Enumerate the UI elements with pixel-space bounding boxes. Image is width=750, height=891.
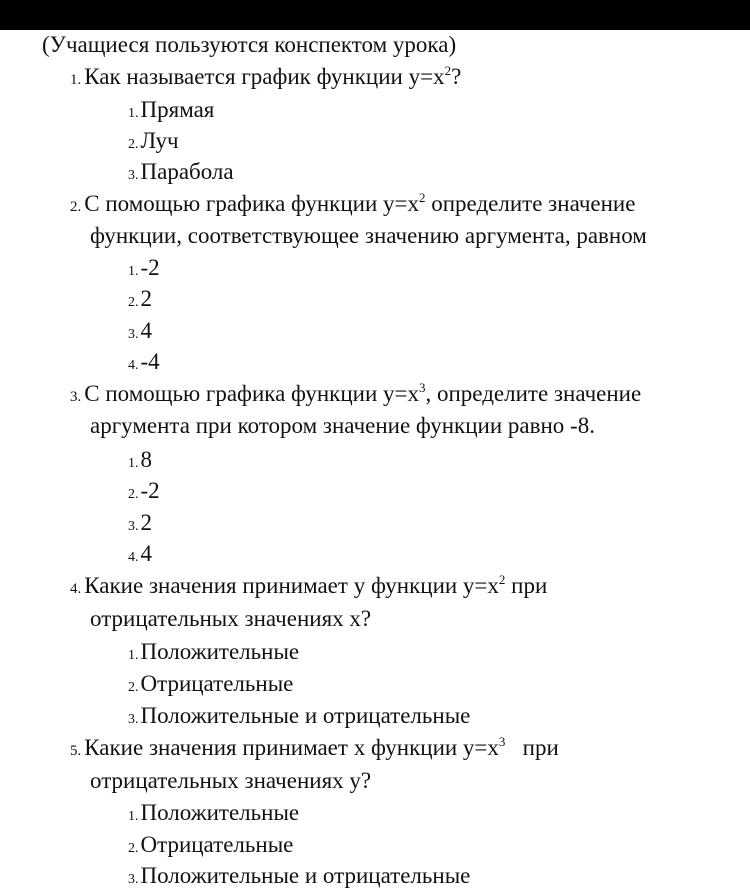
option-number: 2. [128,680,139,695]
option [128,639,299,669]
option-number: 4. [128,358,139,373]
option-number: 1. [128,106,139,121]
intro-note: (Учащиеся пользуются конспектом урока) [42,32,457,57]
option [128,671,293,701]
option [128,159,234,189]
question-text: С помощью графика функции y=x [84,191,419,216]
option-number: 3. [128,519,139,534]
option-text: Отрицательные [140,671,294,696]
option-text: -2 [140,478,160,503]
option-number: 3. [128,327,139,342]
option-text: -2 [140,255,160,280]
question-text-end: ? [451,64,462,89]
option-number: 4. [128,550,139,565]
question-number: 2. [70,199,82,215]
option-number: 1. [128,648,139,663]
option-number: 1. [128,264,139,279]
question-number: 1. [70,72,82,88]
option-text: Парабола [140,159,234,184]
option [128,703,470,733]
option [128,318,152,348]
question-text: С помощью графика функции y=x [84,381,419,406]
question-text: Какие значения принимает x функции y=x [84,735,499,760]
question-text-end: , определите значение [425,381,642,406]
option [128,128,179,158]
question-text-end: определите значение [425,191,636,216]
option-number: 1. [128,809,139,824]
option-number: 3. [128,872,139,887]
exponent: 2 [419,190,426,205]
option [128,541,152,571]
option-number: 2. [128,295,139,310]
question-3-continuation: аргумента при котором значение функции равно -8. [90,413,595,438]
option-text: Положительные и отрицательные [140,703,471,728]
question-2-continuation: функции, соответствующее значению аргумента, равном [90,223,647,248]
question-number: 5. [70,743,82,759]
option-number: 3. [128,712,139,727]
option [128,510,152,540]
exponent: 3 [419,380,426,395]
option-text: 2 [140,286,152,311]
exponent: 2 [444,63,452,78]
exponent: 3 [498,734,506,749]
option-number: 3. [128,168,139,183]
document-page [0,30,750,891]
option-text: -4 [140,349,160,374]
option-text: 4 [140,541,152,566]
option [128,800,299,830]
option-text: Луч [140,128,179,153]
option-number: 2. [128,137,139,152]
option-text: 4 [140,318,152,343]
question-number: 3. [70,389,82,405]
option [128,255,160,285]
option-text: Положительные [140,800,300,825]
option-text: Положительные [140,639,300,664]
option [128,832,293,862]
option [128,286,152,316]
option [128,447,152,477]
option-number: 1. [128,456,139,471]
exponent: 2 [498,572,506,587]
question-number: 4. [70,581,82,597]
option [128,478,160,508]
option-text: 8 [140,447,152,472]
option [128,863,470,891]
question-4 [70,573,547,602]
option-text: Отрицательные [140,832,294,857]
option-number: 2. [128,841,139,856]
option [128,97,214,127]
question-2 [70,191,635,220]
top-black-bar [0,0,750,30]
question-3 [70,381,641,410]
question-5-continuation: отрицательных значениях y? [90,768,372,793]
option-text: Прямая [140,97,215,122]
question-text-end: при [505,735,559,760]
option [128,349,160,379]
question-text-end: при [505,573,548,598]
question-1 [70,64,461,93]
question-5 [70,735,559,764]
question-text: Какие значения принимает y функции y=x [84,573,499,598]
option-text: 2 [140,510,152,535]
question-4-continuation: отрицательных значениях x? [90,606,372,631]
option-number: 2. [128,487,139,502]
option-text: Положительные и отрицательные [140,863,471,888]
question-text: Как называется график функции y=x [84,64,445,89]
